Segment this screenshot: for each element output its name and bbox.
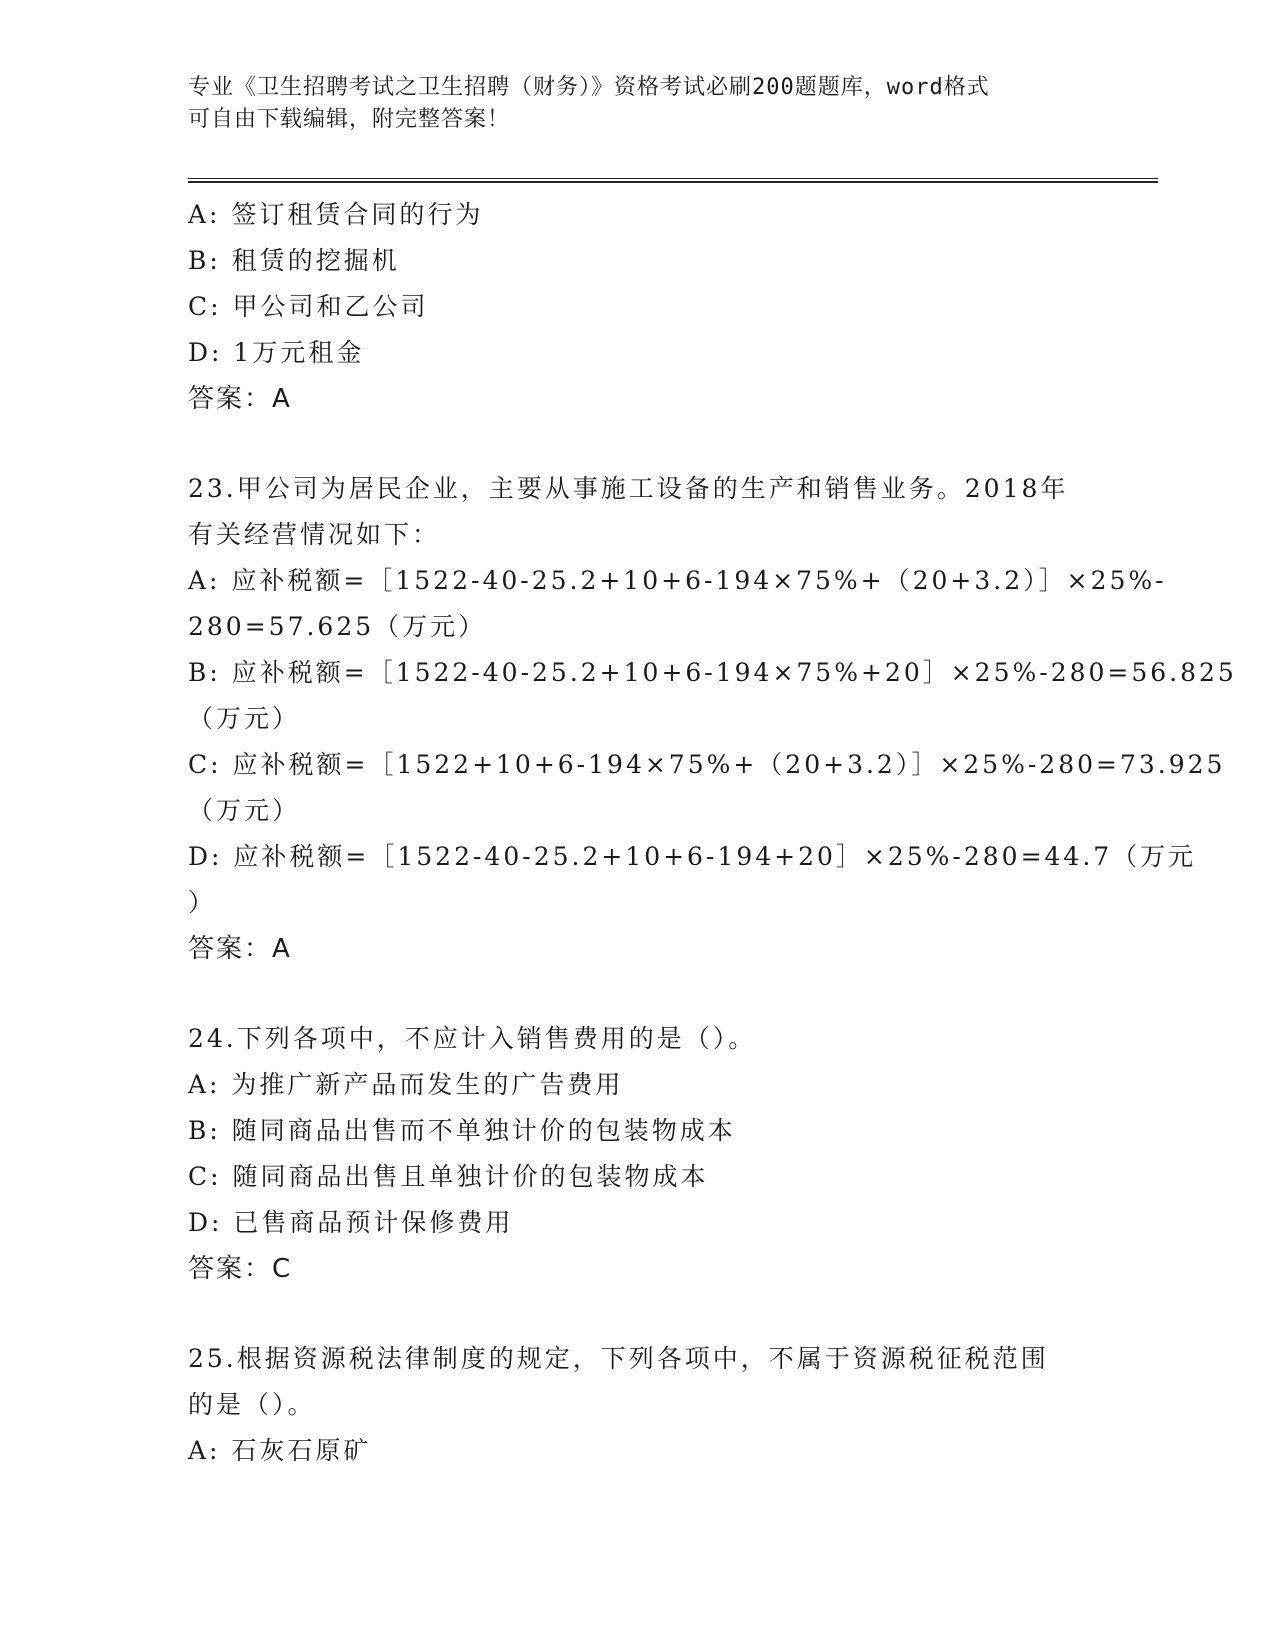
- option-a: A: 签订租赁合同的行为: [188, 200, 484, 229]
- question-stem-line-2: 的是（）。: [188, 1390, 316, 1419]
- option-d-continued: ）: [188, 888, 217, 917]
- option-b: B: 应补税额=［1522-40-25.2+10+6-194×75%+20］×25%-280=56.825: [188, 658, 1237, 687]
- option-d: D: 应补税额=［1522-40-25.2+10+6-194+20］×25%-280=44.7（万元: [188, 842, 1197, 871]
- answer-line: 答案：C: [188, 1254, 293, 1284]
- header-divider-thick: [188, 181, 1158, 183]
- header-line-2: 可自由下载编辑，附完整答案！: [188, 107, 511, 132]
- question-list: [188, 192, 1237, 1518]
- option-a: A: 应补税额=［1522-40-25.2+10+6-194×75%+（20+3.2）］×25%-: [188, 566, 1167, 595]
- option-a: A: 石灰石原矿: [188, 1436, 372, 1465]
- question-23: [188, 466, 1237, 972]
- answer-line: 答案：A: [188, 384, 292, 414]
- option-c: C: 应补税额=［1522+10+6-194×75%+（20+3.2）］×25%-280=73.925: [188, 750, 1226, 779]
- question-24: [188, 1016, 1088, 1292]
- option-b: B: 租赁的挖掘机: [188, 246, 400, 275]
- option-c: C: 甲公司和乙公司: [188, 292, 429, 321]
- document-header: [188, 72, 1068, 136]
- option-a: A: 为推广新产品而发生的广告费用: [188, 1070, 624, 1099]
- option-b: B: 随同商品出售而不单独计价的包装物成本: [188, 1116, 736, 1145]
- answer-line: 答案：A: [188, 934, 292, 964]
- option-d: D: 1万元租金: [188, 338, 365, 367]
- option-c-continued: （万元）: [188, 796, 301, 825]
- question-stem-line-1: 25.根据资源税法律制度的规定，下列各项中，不属于资源税征税范围: [188, 1344, 1049, 1373]
- option-c: C: 随同商品出售且单独计价的包装物成本: [188, 1162, 709, 1191]
- header-line-1: 专业《卫生招聘考试之卫生招聘（财务）》资格考试必刷200题题库，word格式: [188, 75, 990, 100]
- option-b-continued: （万元）: [188, 704, 301, 733]
- question-25: [188, 1336, 1088, 1474]
- question-stem-line-2: 有关经营情况如下：: [188, 520, 441, 549]
- question-22: [188, 192, 1088, 422]
- option-d: D: 已售商品预计保修费用: [188, 1208, 514, 1237]
- question-stem-line-1: 23.甲公司为居民企业，主要从事施工设备的生产和销售业务。2018年: [188, 474, 1069, 503]
- question-stem: 24.下列各项中，不应计入销售费用的是（）。: [188, 1024, 757, 1053]
- header-divider-thin: [188, 178, 1158, 179]
- option-a-continued: 280=57.625（万元）: [188, 612, 487, 641]
